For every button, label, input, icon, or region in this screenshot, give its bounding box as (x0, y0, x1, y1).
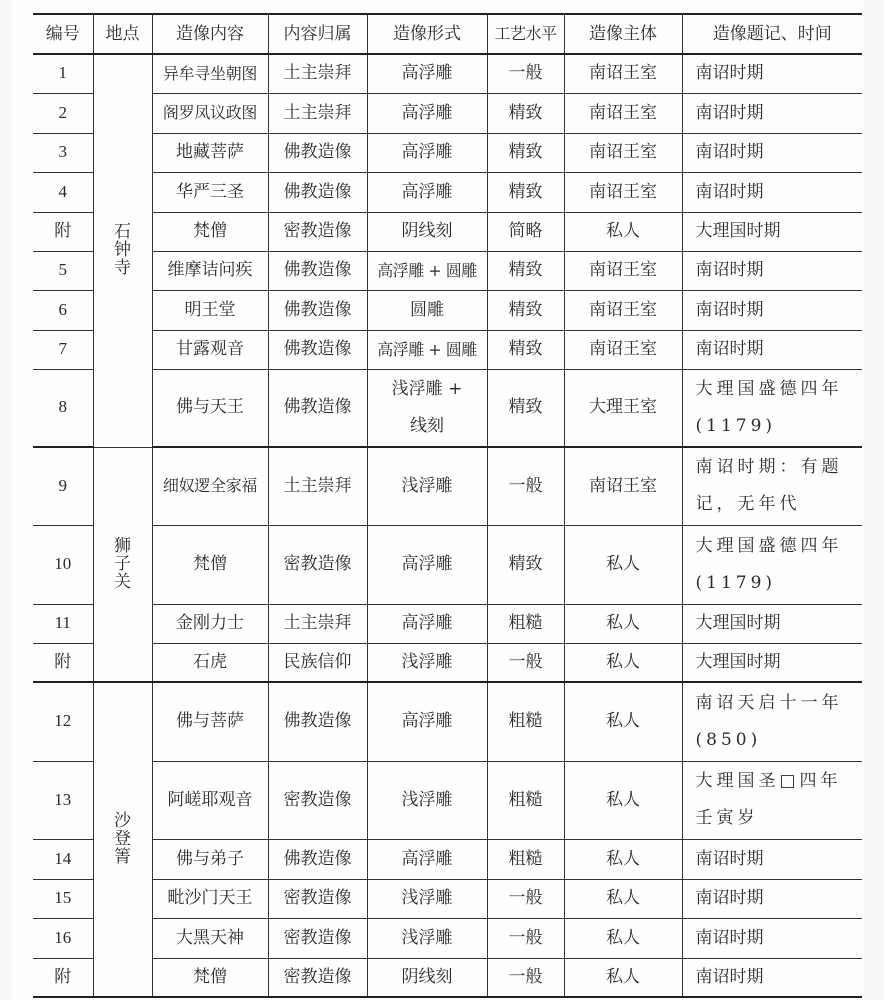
cell-craft: 精致 (487, 290, 564, 330)
cell-form: 圆雕 (367, 290, 487, 330)
cell-content: 石虎 (152, 643, 268, 682)
cell-category: 佛教造像 (268, 330, 367, 369)
header-site: 地点 (93, 14, 152, 54)
cell-id: 6 (33, 290, 93, 330)
cell-category: 土主崇拜 (268, 54, 367, 93)
header-form: 造像形式 (367, 14, 487, 54)
cell-patron: 私人 (564, 918, 682, 958)
table-row (33, 604, 862, 643)
cell-category: 佛教造像 (268, 251, 367, 290)
cell-inscription: 大理国盛德四年(1179) (682, 525, 862, 604)
table-row (33, 682, 862, 761)
cell-form: 高浮雕 (367, 54, 487, 93)
cell-patron: 南诏王室 (564, 54, 682, 93)
cell-craft: 一般 (487, 447, 564, 525)
cell-patron: 私人 (564, 525, 682, 604)
cell-patron: 私人 (564, 839, 682, 879)
cell-id: 4 (33, 172, 93, 212)
cell-inscription: 南诏时期 (682, 93, 862, 133)
cell-id: 1 (33, 54, 93, 93)
header-row (33, 14, 862, 54)
cell-craft: 精致 (487, 330, 564, 369)
cell-inscription: 南诏时期：有题记，无年代 (682, 447, 862, 525)
cell-id: 2 (33, 93, 93, 133)
cell-site-shizhongsi (93, 54, 152, 447)
cell-category: 佛教造像 (268, 369, 367, 447)
cell-inscription: 大理国时期 (682, 643, 862, 682)
header-id: 编号 (33, 14, 93, 54)
cell-patron: 私人 (564, 643, 682, 682)
cell-inscription: 南诏时期 (682, 879, 862, 918)
cell-patron: 私人 (564, 761, 682, 839)
header-content: 造像内容 (152, 14, 268, 54)
cell-category: 佛教造像 (268, 133, 367, 172)
table-row (33, 172, 862, 212)
cell-id: 13 (33, 761, 93, 839)
cell-patron: 南诏王室 (564, 172, 682, 212)
cell-craft: 精致 (487, 93, 564, 133)
cell-inscription: 南诏时期 (682, 290, 862, 330)
cell-inscription: 大理国时期 (682, 212, 862, 251)
cell-content: 华严三圣 (152, 172, 268, 212)
cell-id: 10 (33, 525, 93, 604)
cell-content: 甘露观音 (152, 330, 268, 369)
cell-id: 8 (33, 369, 93, 447)
table-row (33, 839, 862, 879)
cell-patron: 南诏王室 (564, 133, 682, 172)
cell-form: 浅浮雕 (367, 643, 487, 682)
cell-inscription: 南诏时期 (682, 839, 862, 879)
cell-id: 9 (33, 447, 93, 525)
cell-inscription: 南诏时期 (682, 918, 862, 958)
cell-id: 15 (33, 879, 93, 918)
cell-site-shadengqing (93, 682, 152, 997)
cell-category: 佛教造像 (268, 172, 367, 212)
cell-id: 11 (33, 604, 93, 643)
cell-id: 12 (33, 682, 93, 761)
cell-form: 阴线刻 (367, 958, 487, 997)
cell-content: 佛与天王 (152, 369, 268, 447)
table-row (33, 330, 862, 369)
cell-id: 5 (33, 251, 93, 290)
cell-category: 佛教造像 (268, 290, 367, 330)
cell-category: 密教造像 (268, 958, 367, 997)
cell-content: 维摩诘问疾 (152, 251, 268, 290)
header-craft: 工艺水平 (487, 14, 564, 54)
cell-content: 金刚力士 (152, 604, 268, 643)
table-row (33, 290, 862, 330)
cell-form (367, 369, 487, 447)
cell-category: 密教造像 (268, 761, 367, 839)
cell-content: 佛与弟子 (152, 839, 268, 879)
cell-inscription: 南诏时期 (682, 330, 862, 369)
cell-craft: 粗糙 (487, 604, 564, 643)
table-row (33, 212, 862, 251)
right-scroll-track (864, 0, 884, 1000)
cell-form: 高浮雕 (367, 172, 487, 212)
cell-craft: 简略 (487, 212, 564, 251)
cell-inscription: 大理国圣□四年壬寅岁 (682, 761, 862, 839)
cell-category: 民族信仰 (268, 643, 367, 682)
site-label: 石钟寺 (114, 222, 131, 279)
cell-craft: 一般 (487, 918, 564, 958)
cell-craft: 一般 (487, 643, 564, 682)
cell-form: 高浮雕 + 圆雕 (367, 251, 487, 290)
header-patron: 造像主体 (564, 14, 682, 54)
cell-id: 附 (33, 643, 93, 682)
cell-form: 高浮雕 + 圆雕 (367, 330, 487, 369)
cell-content: 大黑天神 (152, 918, 268, 958)
cell-patron: 私人 (564, 604, 682, 643)
cell-content: 细奴逻全家福 (152, 447, 268, 525)
cell-form: 浅浮雕 (367, 447, 487, 525)
table-row (33, 643, 862, 682)
cell-patron: 私人 (564, 212, 682, 251)
cell-craft: 粗糙 (487, 682, 564, 761)
table-row (33, 93, 862, 133)
table-row (33, 447, 862, 525)
cell-id: 3 (33, 133, 93, 172)
cell-inscription: 南诏时期 (682, 251, 862, 290)
site-label: 狮子关 (114, 535, 131, 592)
cell-content: 地藏菩萨 (152, 133, 268, 172)
cell-content: 梵僧 (152, 212, 268, 251)
cell-craft: 一般 (487, 879, 564, 918)
cell-category: 土主崇拜 (268, 604, 367, 643)
cell-content: 阁罗凤议政图 (152, 93, 268, 133)
cell-form: 高浮雕 (367, 133, 487, 172)
cell-id: 16 (33, 918, 93, 958)
cell-form: 高浮雕 (367, 525, 487, 604)
cell-patron: 南诏王室 (564, 447, 682, 525)
cell-craft: 精致 (487, 133, 564, 172)
table-row (33, 525, 862, 604)
cell-craft: 精致 (487, 172, 564, 212)
cell-craft: 精致 (487, 251, 564, 290)
cell-category: 密教造像 (268, 525, 367, 604)
cell-patron: 私人 (564, 958, 682, 997)
cell-craft: 精致 (487, 525, 564, 604)
table-row (33, 958, 862, 997)
cell-content: 异牟寻坐朝图 (152, 54, 268, 93)
cell-id: 附 (33, 212, 93, 251)
cell-id: 7 (33, 330, 93, 369)
cell-form: 高浮雕 (367, 93, 487, 133)
header-inscription: 造像题记、时间 (682, 14, 862, 54)
cell-patron: 南诏王室 (564, 330, 682, 369)
cell-inscription: 南诏时期 (682, 958, 862, 997)
table-row (33, 369, 862, 447)
cell-form: 阴线刻 (367, 212, 487, 251)
cell-inscription: 大理国盛德四年(1179) (682, 369, 862, 447)
cell-patron: 私人 (564, 682, 682, 761)
cell-content: 毗沙门天王 (152, 879, 268, 918)
cell-content: 梵僧 (152, 958, 268, 997)
cell-form-text: 浅浮雕 + 线刻 (391, 378, 463, 436)
sculpture-table (33, 13, 862, 998)
cell-id: 14 (33, 839, 93, 879)
cell-inscription: 大理国时期 (682, 604, 862, 643)
table-row (33, 133, 862, 172)
cell-craft: 粗糙 (487, 839, 564, 879)
cell-id: 附 (33, 958, 93, 997)
cell-category: 土主崇拜 (268, 447, 367, 525)
cell-patron: 私人 (564, 879, 682, 918)
cell-craft: 一般 (487, 54, 564, 93)
cell-patron: 南诏王室 (564, 290, 682, 330)
cell-craft: 精致 (487, 369, 564, 447)
left-margin (0, 0, 12, 1000)
cell-content: 明王堂 (152, 290, 268, 330)
header-category: 内容归属 (268, 14, 367, 54)
cell-content: 阿嵯耶观音 (152, 761, 268, 839)
cell-patron: 南诏王室 (564, 93, 682, 133)
table-row (33, 761, 862, 839)
cell-craft: 一般 (487, 958, 564, 997)
cell-patron: 大理王室 (564, 369, 682, 447)
cell-form: 浅浮雕 (367, 918, 487, 958)
cell-inscription: 南诏时期 (682, 172, 862, 212)
cell-form: 浅浮雕 (367, 879, 487, 918)
cell-form: 高浮雕 (367, 682, 487, 761)
table-row (33, 54, 862, 93)
cell-form: 高浮雕 (367, 839, 487, 879)
site-label: 沙登箐 (114, 811, 131, 868)
cell-category: 土主崇拜 (268, 93, 367, 133)
table-row (33, 918, 862, 958)
cell-patron: 南诏王室 (564, 251, 682, 290)
cell-inscription: 南诏时期 (682, 54, 862, 93)
cell-category: 佛教造像 (268, 682, 367, 761)
cell-inscription: 南诏时期 (682, 133, 862, 172)
cell-content: 梵僧 (152, 525, 268, 604)
cell-form: 浅浮雕 (367, 761, 487, 839)
table-row (33, 879, 862, 918)
cell-category: 密教造像 (268, 212, 367, 251)
table-row (33, 251, 862, 290)
cell-site-shiziguan (93, 447, 152, 682)
cell-form: 高浮雕 (367, 604, 487, 643)
cell-category: 密教造像 (268, 918, 367, 958)
cell-craft: 粗糙 (487, 761, 564, 839)
cell-category: 密教造像 (268, 879, 367, 918)
cell-content: 佛与菩萨 (152, 682, 268, 761)
cell-inscription: 南诏天启十一年(850) (682, 682, 862, 761)
cell-category: 佛教造像 (268, 839, 367, 879)
